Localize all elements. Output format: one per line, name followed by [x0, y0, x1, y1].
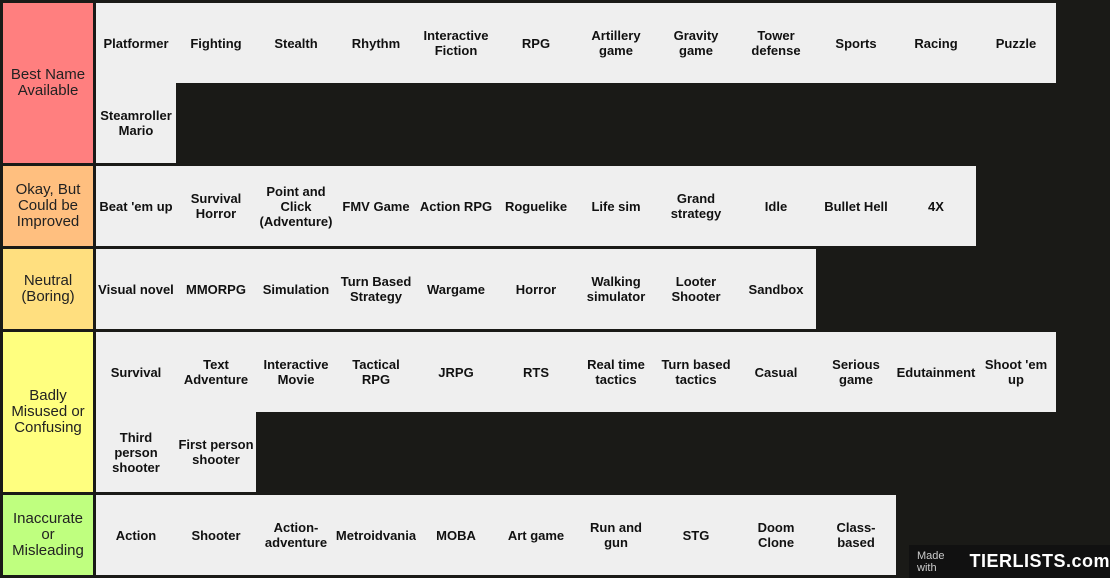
tier-item[interactable]: Grand strategy: [656, 166, 736, 246]
tier-label[interactable]: Okay, But Could be Improved: [3, 166, 93, 246]
tier-item[interactable]: Tactical RPG: [336, 332, 416, 412]
tier-items: [96, 3, 1110, 163]
tier-item[interactable]: Shoot 'em up: [976, 332, 1056, 412]
tier-item[interactable]: Puzzle: [976, 3, 1056, 83]
tier-item[interactable]: Fighting: [176, 3, 256, 83]
tier-item[interactable]: Looter Shooter: [656, 249, 736, 329]
tier-item[interactable]: FMV Game: [336, 166, 416, 246]
tier-item[interactable]: Simulation: [256, 249, 336, 329]
tier-item[interactable]: Turn Based Strategy: [336, 249, 416, 329]
tier-item[interactable]: Third person shooter: [96, 412, 176, 492]
tier-item[interactable]: Class-based: [816, 495, 896, 575]
tier-item[interactable]: Idle: [736, 166, 816, 246]
tierlists-watermark[interactable]: [909, 545, 1110, 578]
tier-item[interactable]: Metroidvania: [336, 495, 416, 575]
tier-item[interactable]: Casual: [736, 332, 816, 412]
tier-item[interactable]: Horror: [496, 249, 576, 329]
tier-item[interactable]: MOBA: [416, 495, 496, 575]
tier-item[interactable]: Life sim: [576, 166, 656, 246]
tier-row: [0, 3, 1110, 163]
tier-item[interactable]: Platformer: [96, 3, 176, 83]
tier-row: [0, 332, 1110, 492]
tier-item[interactable]: Visual novel: [96, 249, 176, 329]
tier-item[interactable]: Walking simulator: [576, 249, 656, 329]
tier-item[interactable]: Run and gun: [576, 495, 656, 575]
tier-item[interactable]: Art game: [496, 495, 576, 575]
tier-item[interactable]: Interactive Fiction: [416, 3, 496, 83]
tier-item[interactable]: Beat 'em up: [96, 166, 176, 246]
tier-item[interactable]: Sports: [816, 3, 896, 83]
tier-items: [96, 166, 1110, 246]
tier-item[interactable]: Action RPG: [416, 166, 496, 246]
tier-items: [96, 249, 1110, 329]
tier-item[interactable]: Survival Horror: [176, 166, 256, 246]
tier-item[interactable]: Real time tactics: [576, 332, 656, 412]
tier-label[interactable]: Best Name Available: [3, 3, 93, 163]
watermark-brand: TIERLISTS.com: [969, 551, 1110, 571]
watermark-made-with: Made with: [917, 549, 945, 574]
tier-item[interactable]: Survival: [96, 332, 176, 412]
tier-item[interactable]: Steamroller Mario: [96, 83, 176, 163]
tier-item[interactable]: Bullet Hell: [816, 166, 896, 246]
tier-item[interactable]: Artillery game: [576, 3, 656, 83]
tier-item[interactable]: Point and Click (Adventure): [256, 166, 336, 246]
tier-item[interactable]: First person shooter: [176, 412, 256, 492]
tier-item[interactable]: RPG: [496, 3, 576, 83]
tier-label[interactable]: Neutral (Boring): [3, 249, 93, 329]
tier-item[interactable]: Tower defense: [736, 3, 816, 83]
tier-item[interactable]: Sandbox: [736, 249, 816, 329]
tier-item[interactable]: Edutainment: [896, 332, 976, 412]
tier-item[interactable]: RTS: [496, 332, 576, 412]
tier-item[interactable]: JRPG: [416, 332, 496, 412]
tier-label[interactable]: Inaccurate or Misleading: [3, 495, 93, 575]
tier-item[interactable]: Wargame: [416, 249, 496, 329]
tier-row: [0, 166, 1110, 246]
tier-item[interactable]: Shooter: [176, 495, 256, 575]
tier-item[interactable]: Action-adventure: [256, 495, 336, 575]
tier-item[interactable]: Turn based tactics: [656, 332, 736, 412]
tier-item[interactable]: Roguelike: [496, 166, 576, 246]
tier-item[interactable]: Action: [96, 495, 176, 575]
tier-item[interactable]: Gravity game: [656, 3, 736, 83]
tier-item[interactable]: Rhythm: [336, 3, 416, 83]
tier-item[interactable]: Interactive Movie: [256, 332, 336, 412]
tier-row: [0, 249, 1110, 329]
tier-label[interactable]: Badly Misused or Confusing: [3, 332, 93, 492]
tier-item[interactable]: Text Adventure: [176, 332, 256, 412]
tier-items: [96, 332, 1110, 492]
tier-item[interactable]: 4X: [896, 166, 976, 246]
tier-item[interactable]: MMORPG: [176, 249, 256, 329]
tier-item[interactable]: Stealth: [256, 3, 336, 83]
tier-item[interactable]: Serious game: [816, 332, 896, 412]
tier-item[interactable]: Racing: [896, 3, 976, 83]
tier-item[interactable]: Doom Clone: [736, 495, 816, 575]
tier-item[interactable]: STG: [656, 495, 736, 575]
